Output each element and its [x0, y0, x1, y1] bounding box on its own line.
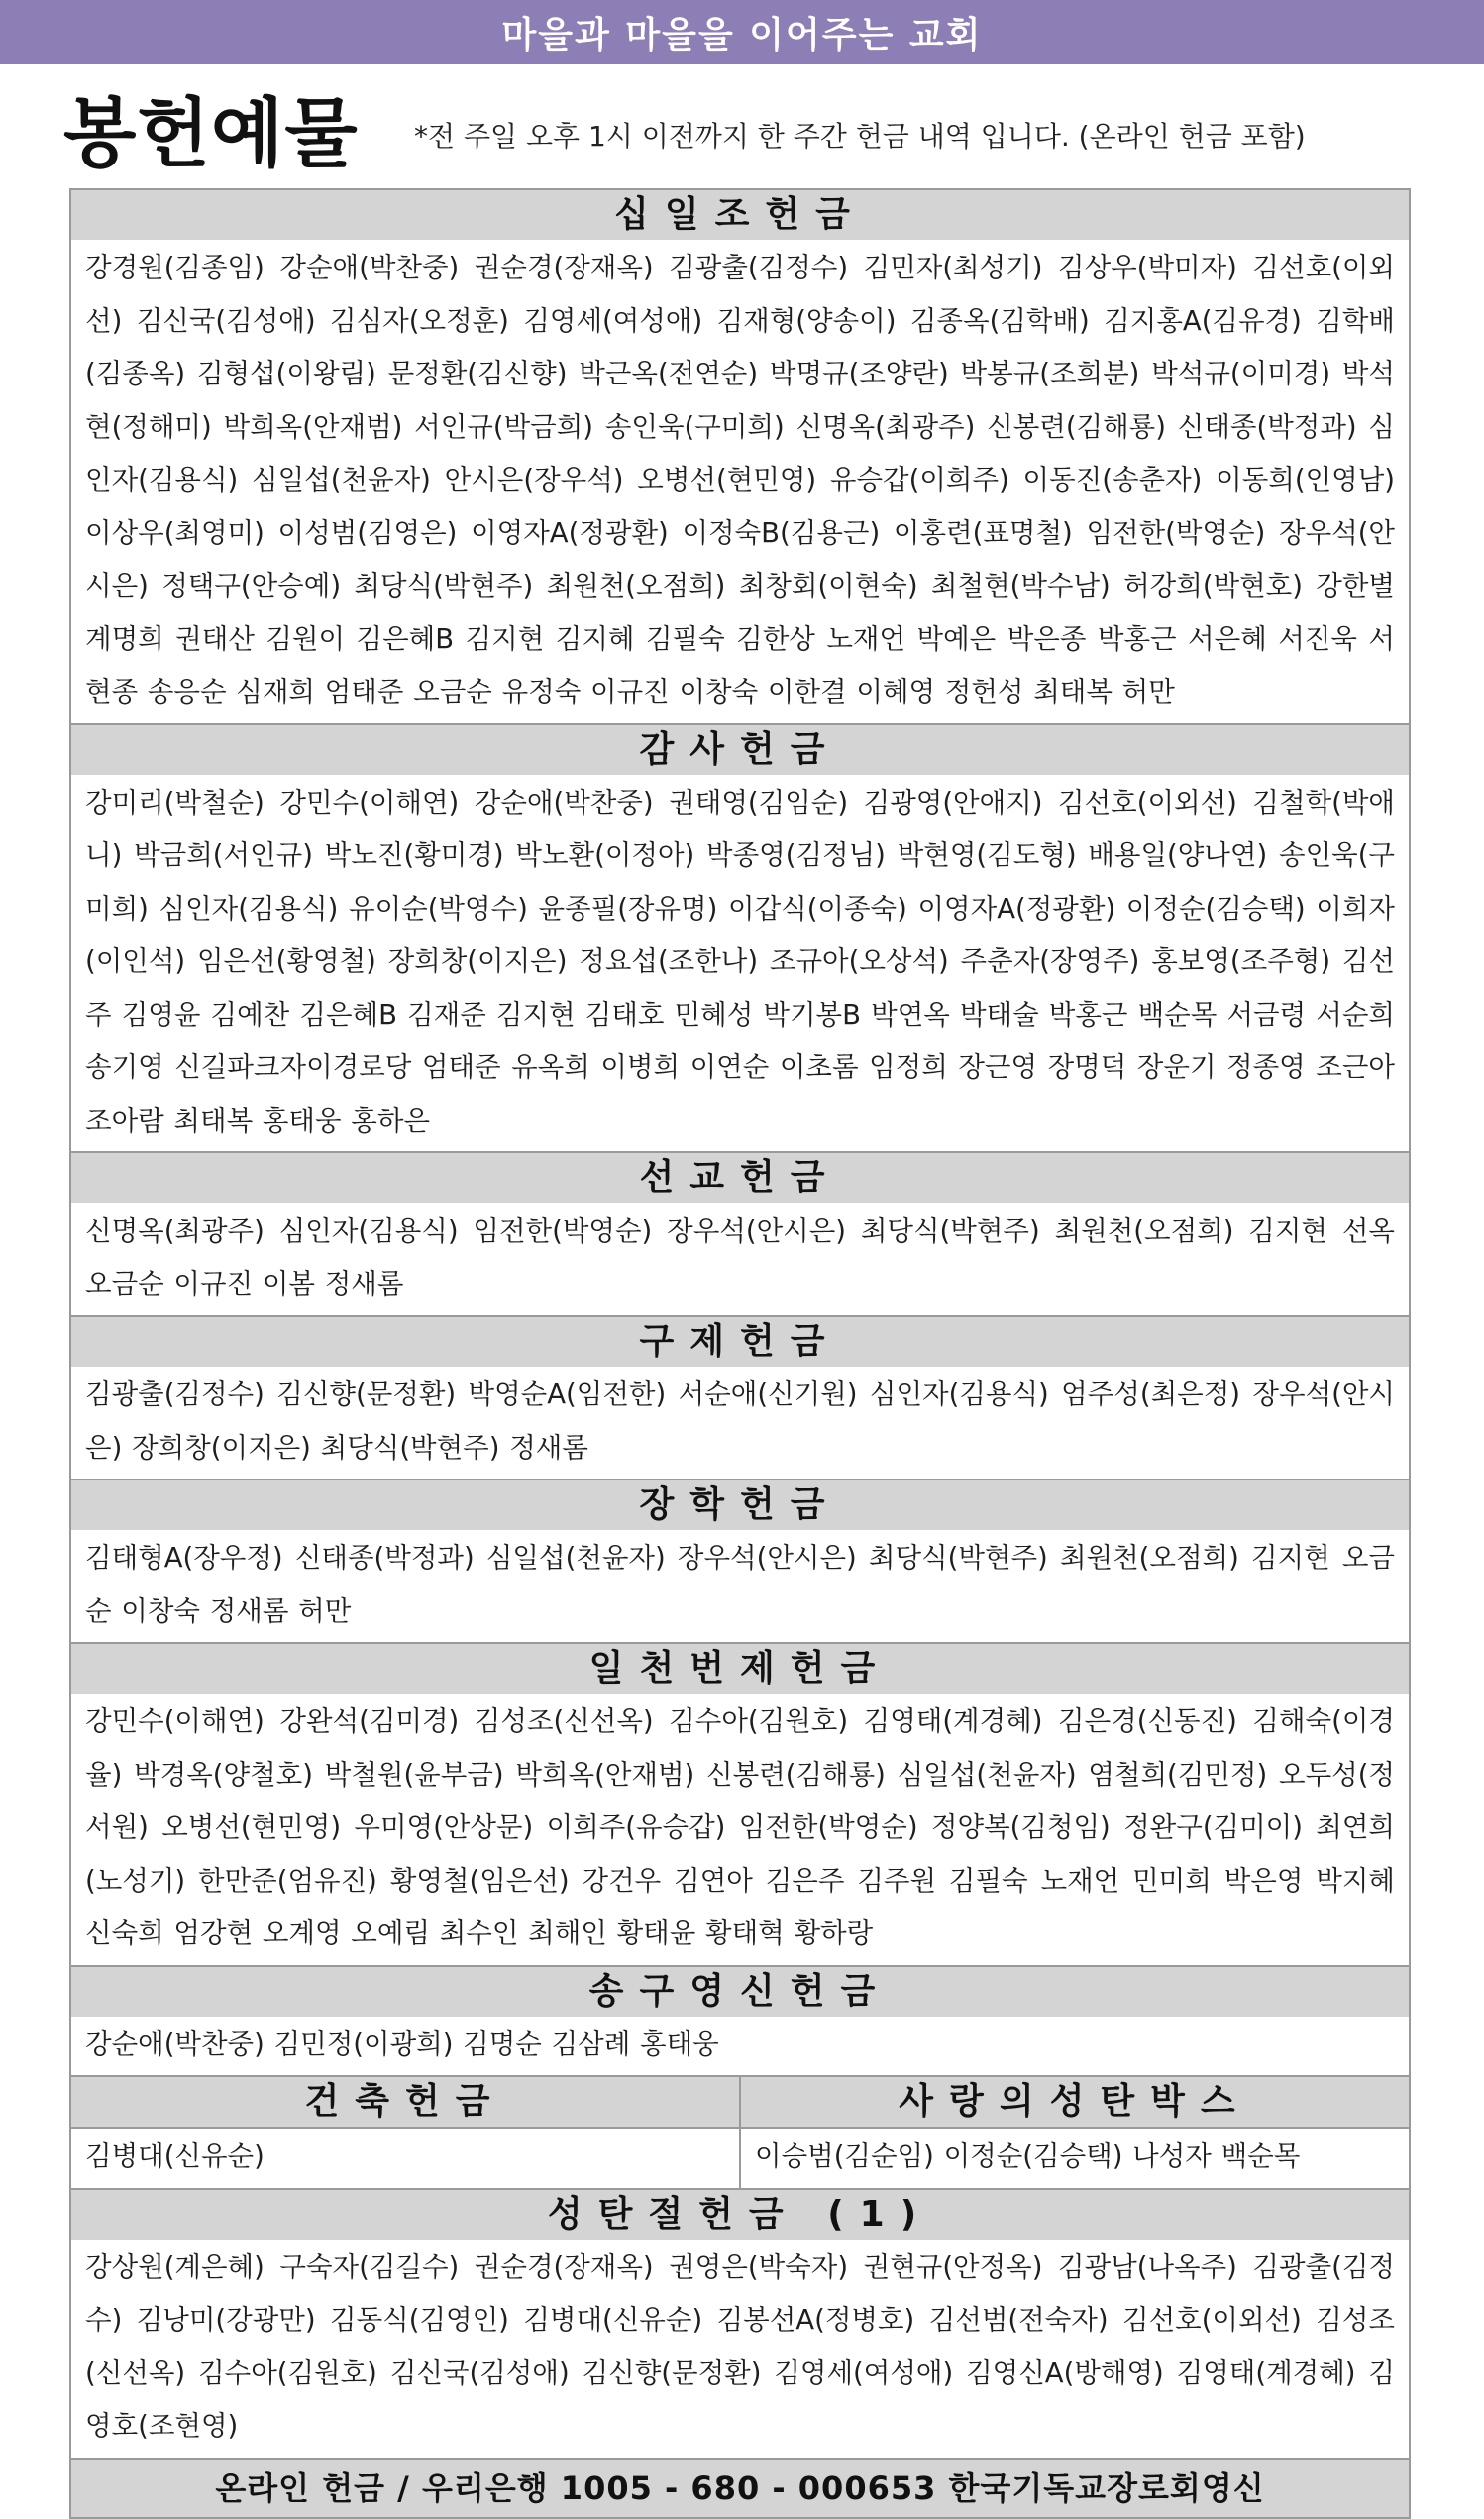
- mission-names: 신명옥(최광주) 심인자(김용식) 임전한(박영순) 장우석(안시은) 최당식(박현주) 최원천(오점희) 김지현 선옥 오금순 이규진 이봄 정새롬: [85, 1215, 1395, 1300]
- online-offering-account: 온라인 헌금 / 우리은행 1005 - 680 - 000653 한국기독교장로회영신: [71, 2458, 1409, 2517]
- building-heading: 건축헌금: [71, 2077, 739, 2127]
- thousand-offering-heading: 일천번제헌금: [71, 1642, 1409, 1694]
- offering-table: [69, 188, 1411, 2519]
- new-year-heading: 송구영신헌금: [71, 1965, 1409, 2017]
- church-slogan-banner: 마을과 마을을 이어주는 교회: [0, 0, 1484, 64]
- thousand-offering-names: 강민수(이해연) 강완석(김미경) 김성조(신선옥) 김수아(김원호) 김영태(계경혜) 김은경(신동진) 김해숙(이경율) 박경옥(양철호) 박철원(윤부금) 박희옥(안재범) 신봉련(김해룡) 심일섭(천윤자) 염철희(김민정) 오두성(정서원) 오병선(현민영) 우미영(안상문) 이희주(유승갑) 임전한(박영순) 정양복(김청임) 정완구(김미이) 최연희(노성기) 한만준(엄유진) 황영철(임은선) 강건우 김연아 김은주 김주원 김필숙 노재언 민미희 박은영 박지혜 신숙희 엄강현 오계영 오예림 최수인 최해인 황태윤 황태혁 황하랑: [85, 1705, 1395, 1949]
- relief-heading: 구제헌금: [71, 1315, 1409, 1367]
- tithe-names: 강경원(김종임) 강순애(박찬중) 권순경(장재옥) 김광출(김정수) 김민자(최성기) 김상우(박미자) 김선호(이외선) 김신국(김성애) 김심자(오정훈) 김영세(여성애) 김재형(양송이) 김종옥(김학배) 김지홍A(김유경) 김학배(김종옥) 김형섭(이왕림) 문정환(김신향) 박근옥(전연순) 박명규(조양란) 박봉규(조희분) 박석규(이미경) 박석현(정해미) 박희옥(안재범) 서인규(박금희) 송인욱(구미희) 신명옥(최광주) 신봉련(김해룡) 신태종(박정과) 심인자(김용식) 심일섭(천윤자) 안시은(장우석) 오병선(현민영) 유승갑(이희주) 이동진(송춘자) 이동희(인영남) 이상우(최영미) 이성범(김영은) 이영자A(정광환) 이정숙B(김용근) 이홍련(표명철) 임전한(박영순) 장우석(안시은) 정택구(안승예) 최당식(박현주) 최원천(오점희) 최창회(이현숙) 최철현(박수남) 허강희(박현호) 강한별 계명희 권태산 김원이 김은혜B 김지현 김지혜 김필숙 김한상 노재언 박예은 박은종 박홍근 서은혜 서진욱 서현종 송응순 심재희 엄태준 오금순 유정숙 이규진 이창숙 이한결 이혜영 정헌성 최태복 허만: [85, 252, 1395, 708]
- building-names: 김병대(신유순): [71, 2127, 739, 2188]
- christmas-heading: 성탄절헌금 (1): [71, 2188, 1409, 2240]
- new-year-names: 강순애(박찬중) 김민정(이광희) 김명순 김삼례 홍태웅: [85, 2027, 719, 2060]
- offering-period-note: *전 주일 오후 1시 이전까지 한 주간 헌금 내역 입니다. (온라인 헌금 포함): [414, 120, 1306, 153]
- scholarship-heading: 장학헌금: [71, 1479, 1409, 1530]
- christmas-box-column: [739, 2077, 1409, 2188]
- mission-heading: 선교헌금: [71, 1151, 1409, 1203]
- christmas-box-names: 이승범(김순임) 이정순(김승택) 나성자 백순목: [741, 2127, 1409, 2188]
- page-title: 봉헌예물: [63, 89, 359, 177]
- tithe-heading: 십일조헌금: [71, 190, 1409, 240]
- thanksgiving-heading: 감사헌금: [71, 723, 1409, 775]
- split-row: [71, 2075, 1409, 2188]
- christmas-names: 강상원(계은혜) 구숙자(김길수) 권순경(장재옥) 권영은(박숙자) 권현규(안정옥) 김광남(나옥주) 김광출(김정수) 김낭미(강광만) 김동식(김영인) 김병대(신유순) 김봉선A(정병호) 김선범(전숙자) 김선호(이외선) 김성조(신선옥) 김수아(김원호) 김신국(김성애) 김신향(문정환) 김영세(여성애) 김영신A(방해영) 김영태(계경혜) 김영호(조현영): [85, 2250, 1395, 2442]
- relief-names: 김광출(김정수) 김신향(문정환) 박영순A(임전한) 서순애(신기원) 심인자(김용식) 엄주성(최은정) 장우석(안시은) 장희창(이지은) 최당식(박현주) 정새롬: [85, 1378, 1395, 1464]
- christmas-box-heading: 사랑의성탄박스: [741, 2077, 1409, 2127]
- scholarship-names: 김태형A(장우정) 신태종(박정과) 심일섭(천윤자) 장우석(안시은) 최당식(박현주) 최원천(오점희) 김지현 오금순 이창숙 정새롬 허만: [85, 1542, 1395, 1627]
- thanksgiving-names: 강미리(박철순) 강민수(이해연) 강순애(박찬중) 권태영(김임순) 김광영(안애지) 김선호(이외선) 김철학(박애니) 박금희(서인규) 박노진(황미경) 박노환(이정아) 박종영(김정님) 박현영(김도형) 배용일(양나연) 송인욱(구미희) 심인자(김용식) 유이순(박영수) 윤종필(장유명) 이갑식(이종숙) 이영자A(정광환) 이정순(김승택) 이희자(이인석) 임은선(황영철) 장희창(이지은) 정요섭(조한나) 조규아(오상석) 주춘자(장영주) 홍보영(조주형) 김선주 김영윤 김예찬 김은혜B 김재준 김지현 김태호 민혜성 박기봉B 박연옥 박태술 박홍근 백순목 서금령 서순희 송기영 신길파크자이경로당 엄태준 유옥희 이병희 이연순 이초롬 임정희 장근영 장명덕 장운기 정종영 조근아 조아람 최태복 홍태웅 홍하은: [85, 786, 1395, 1137]
- building-column: [71, 2077, 739, 2188]
